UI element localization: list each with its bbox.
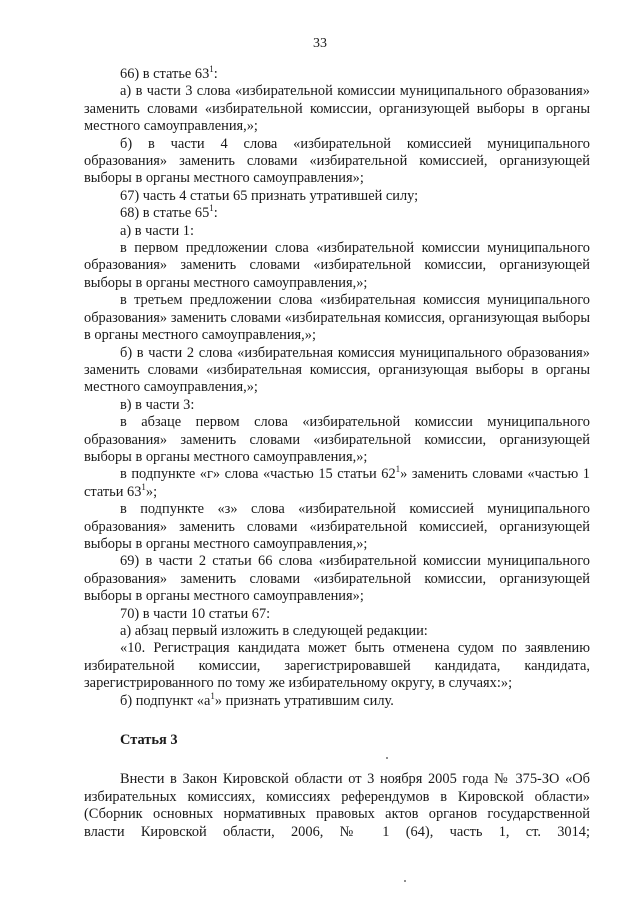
paragraph-text: а) в части 3 слова «избирательной комиссии муниципального образования» заменить словами «избирательной комиссии, организующей выборы в органы местного самоуправления,»;: [84, 83, 590, 135]
scan-speck: [386, 757, 388, 759]
scan-speck: [404, 880, 406, 882]
paragraph-p68c2: [84, 466, 590, 501]
paragraph-text-mid: » заменить словами «частью 1 статьи 63: [84, 466, 590, 500]
paragraph-p68a: [84, 223, 590, 240]
paragraph-text: в подпункте «г» слова «частью 15 статьи 62: [120, 466, 396, 483]
document-body: [84, 66, 590, 841]
paragraph-text: б) в части 2 слова «избирательная комиссия муниципального образования» заменить словами «избирательная комиссия, организующая выборы в органы местного самоуправления,»;: [84, 344, 590, 396]
paragraph-p68a2: [84, 292, 590, 344]
paragraph-p66b: [84, 136, 590, 188]
paragraph-text: в третьем предложении слова «избирательная комиссия муниципального образования» заменить словами «избирательная комиссия, организующая выборы в органы местного самоуправления,»;: [84, 292, 590, 344]
paragraph-text: в) в части 3:: [120, 396, 195, 413]
paragraph-text-tail: :: [213, 205, 218, 222]
paragraph-text: 68) в статье 65: [120, 205, 210, 222]
paragraph-p66a: [84, 83, 590, 135]
paragraph-p69: [84, 553, 590, 605]
paragraph-p67: [84, 188, 590, 205]
superscript: 1: [209, 64, 214, 75]
paragraph-text: 70) в части 10 статьи 67:: [120, 605, 271, 622]
amendments-list: [84, 66, 590, 710]
superscript: 1: [395, 464, 401, 475]
paragraph-text: «10. Регистрация кандидата может быть отменена судом по заявлению избирательной комиссии, зарегистрировавшей кандидата, кандидата, зарегистрированного по тому же избирательному округу, в случаях:»;: [84, 640, 590, 692]
paragraph-p68b: [84, 345, 590, 397]
paragraph-text: в подпункте «з» слова «избирательной комиссией муниципального образования» заменить словами «избирательной комиссией, организующей выборы в органы местного самоуправления,»;: [84, 501, 590, 552]
paragraph-p68c3: [84, 501, 590, 553]
paragraph-text-tail: » признать утратившим силу.: [214, 692, 394, 709]
paragraph-text: Внести в Закон Кировской области от 3 ноября 2005 года № 375-ЗО «Об избирательных комиссиях, комиссиях референдумов в Кировской области» (Сборник основных нормативных правовых актов органов государственной власти Кировской области, 2006, № 1 (64), часть 1, ст. 3014;: [84, 771, 590, 840]
superscript: 1: [210, 690, 215, 701]
superscript: 1: [141, 481, 146, 492]
paragraph-text: а) в части 1:: [120, 222, 194, 239]
superscript: 1: [209, 203, 214, 214]
paragraph-p68c1: [84, 414, 590, 466]
paragraph-text: 69) в части 2 статьи 66 слова «избирательной комиссии муниципального образования» заменить словами «избирательной комиссии, организующей выборы в органы местного самоуправления»;: [84, 553, 590, 605]
paragraph-p68a1: [84, 240, 590, 292]
paragraph-p70: [84, 606, 590, 623]
paragraph-s3p1: [84, 771, 590, 841]
paragraph-text: 66) в статье 63: [120, 66, 210, 82]
paragraph-text-tail: »;: [145, 483, 158, 500]
paragraph-p68c: [84, 397, 590, 414]
paragraph-text-tail: :: [213, 66, 218, 82]
paragraph-text: в первом предложении слова «избирательной комиссии муниципального образования» заменить словами «избирательной комиссии, организующей выборы в органы местного самоуправления,»;: [84, 240, 590, 291]
page-number: 33: [313, 36, 327, 51]
paragraph-p66: [84, 66, 590, 83]
paragraph-p68: [84, 205, 590, 222]
paragraph-text: а) абзац первый изложить в следующей редакции:: [120, 623, 428, 639]
paragraph-text: б) в части 4 слова «избирательной комиссией муниципального образования» заменить словами «избирательной комиссией, организующей выборы в органы местного самоуправления»;: [84, 135, 590, 187]
paragraph-p70a: [84, 623, 590, 640]
paragraph-p70b: [84, 690, 590, 710]
paragraph-text: 67) часть 4 статьи 65 признать утратившей силу;: [120, 187, 419, 204]
article-3-text: [84, 771, 590, 841]
paragraph-text: в абзаце первом слова «избирательной комиссии муниципального образования» заменить словами «избирательной комиссии, организующей выборы в органы местного самоуправления,»;: [84, 414, 590, 465]
paragraph-text: б) подпункт «а: [120, 692, 211, 709]
paragraph-p70q: [84, 640, 590, 692]
article-heading: Статья 3: [120, 732, 178, 749]
